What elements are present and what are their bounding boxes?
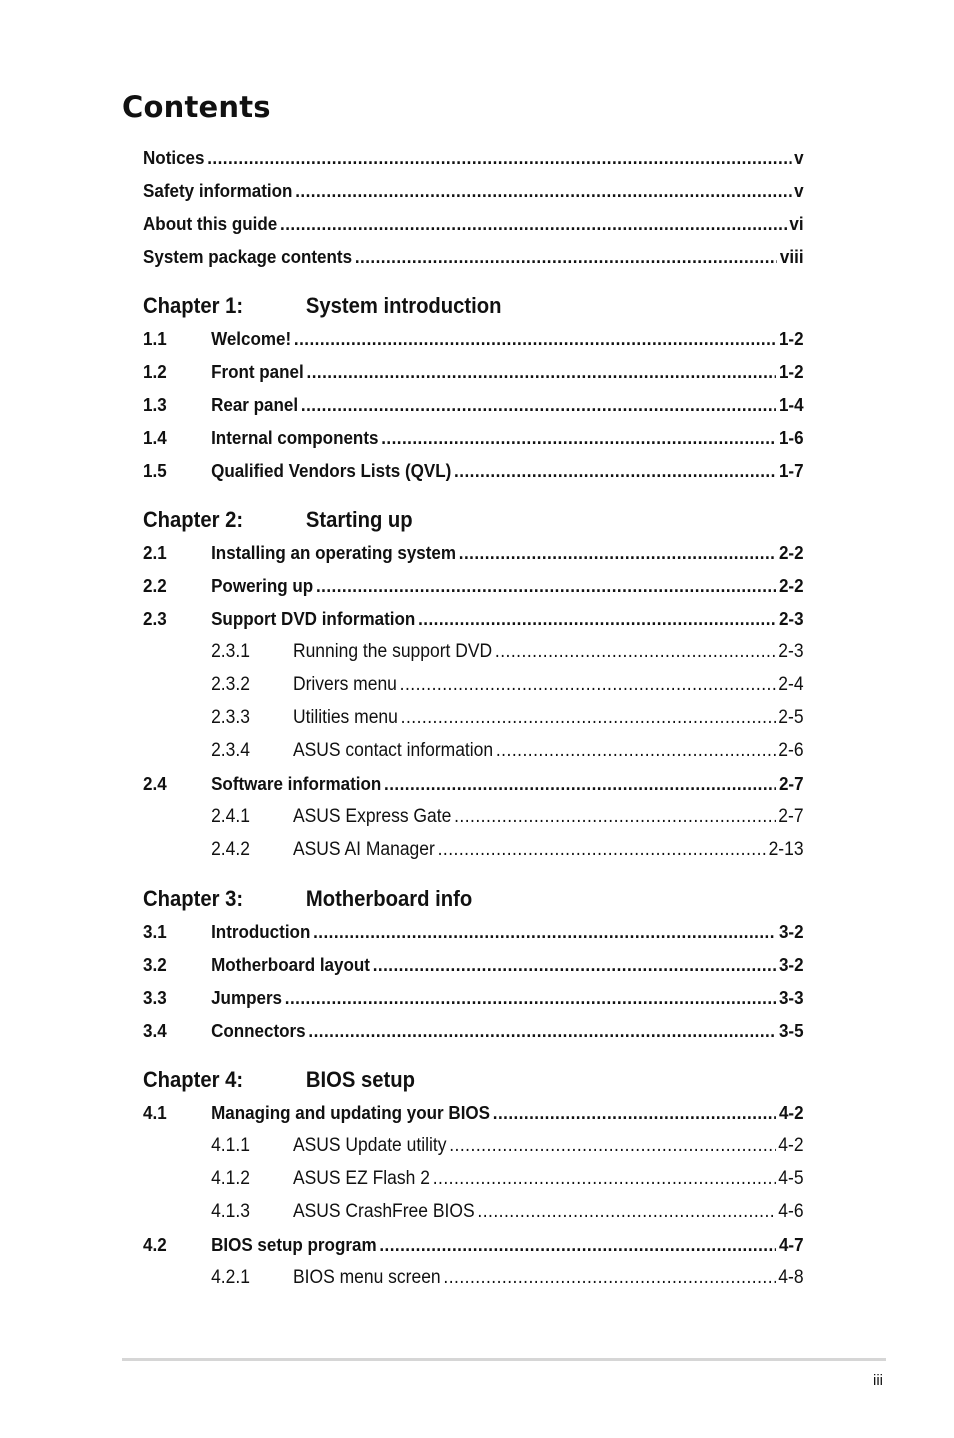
section-number: 2.3.1 [211,641,250,662]
entry-label: Internal components [211,427,379,448]
dot-leader [493,1101,776,1125]
page-reference: 2-6 [778,740,804,761]
section-number: 2.1 [143,542,167,563]
page-reference: 2-4 [778,674,804,695]
page-number: iii [873,1372,883,1389]
dot-leader [438,838,766,862]
page-reference: 2-7 [778,773,804,794]
page-reference: 2-3 [778,608,804,629]
toc-section-entry[interactable] [143,574,804,598]
section-number: 2.3.4 [211,740,250,761]
section-number: 2.3.2 [211,674,250,695]
entry-label: Jumpers [211,987,283,1008]
chapter-heading[interactable] [143,292,502,320]
toc-section-entry[interactable] [143,426,804,450]
entry-label: Introduction [211,921,311,942]
dot-leader [459,541,776,565]
section-number: 2.3.3 [211,707,250,728]
page-reference: viii [779,246,804,267]
dot-leader [384,772,776,796]
dot-leader [400,673,776,697]
page-reference: vi [789,213,804,234]
page-reference: 1-2 [778,361,804,382]
dot-leader [280,212,787,236]
toc-section-entry[interactable] [143,393,804,417]
dot-leader [373,953,776,977]
page-reference: 2-2 [778,575,804,596]
entry-label: Managing and updating your BIOS [211,1102,491,1123]
dot-leader [381,426,776,450]
page-reference: 2-5 [778,707,804,728]
entry-label: Utilities menu [292,707,398,728]
dot-leader [495,640,776,664]
page-reference: 4-5 [778,1168,804,1189]
chapter-title: Motherboard info [305,886,473,911]
page-reference: 2-2 [778,542,804,563]
entry-label: ASUS contact information [292,740,494,761]
entry-label: System package contents [143,246,353,267]
entry-label: ASUS Express Gate [292,806,452,827]
toc-subsection-entry[interactable] [143,805,804,829]
entry-label: Safety information [143,180,293,201]
dot-leader [454,459,776,483]
toc-section-entry[interactable] [143,360,804,384]
toc-subsection-entry[interactable] [143,1167,804,1191]
toc-section-entry[interactable] [143,920,804,944]
entry-label: Powering up [211,575,314,596]
toc-subsection-entry[interactable] [143,838,804,862]
toc-section-entry[interactable] [143,541,804,565]
chapter-title: System introduction [305,293,502,318]
toc-front-entry[interactable] [143,179,804,203]
page-reference: 4-7 [778,1234,804,1255]
dot-leader [316,574,776,598]
chapter-heading[interactable] [143,506,413,534]
dot-leader [433,1167,776,1191]
dot-leader [477,1200,775,1224]
section-number: 4.1.3 [211,1201,250,1222]
section-number: 4.1.1 [211,1135,250,1156]
entry-label: Motherboard layout [211,954,370,975]
toc-section-entry[interactable] [143,986,804,1010]
footer-divider [122,1358,886,1361]
section-number: 2.2 [143,575,167,596]
section-number: 2.4 [143,773,167,794]
entry-label: Support DVD information [211,608,416,629]
section-number: 3.2 [143,954,167,975]
toc-front-entry[interactable] [143,146,804,170]
page-reference: 3-2 [778,921,804,942]
toc-subsection-entry[interactable] [143,1200,804,1224]
entry-label: Notices [143,147,205,168]
dot-leader [379,1233,776,1257]
entry-label: Software information [211,773,382,794]
chapter-title: Starting up [305,507,413,532]
entry-label: ASUS AI Manager [292,839,435,860]
dot-leader [418,607,776,631]
section-number: 4.1.2 [211,1168,250,1189]
toc-subsection-entry[interactable] [143,739,804,763]
section-number: 1.1 [143,328,167,349]
toc-section-entry[interactable] [143,1019,804,1043]
entry-label: ASUS EZ Flash 2 [292,1168,430,1189]
section-number: 2.3 [143,608,167,629]
dot-leader [449,1134,775,1158]
toc-section-entry[interactable] [143,1101,804,1125]
page-reference: 4-6 [778,1201,804,1222]
section-number: 4.1 [143,1102,167,1123]
section-number: 3.4 [143,1020,167,1041]
toc-subsection-entry[interactable] [143,706,804,730]
entry-label: ASUS CrashFree BIOS [292,1201,475,1222]
section-number: 2.4.2 [211,839,250,860]
section-number: 4.2 [143,1234,167,1255]
entry-label: About this guide [143,213,278,234]
page-reference: 3-5 [778,1020,804,1041]
toc-section-entry[interactable] [143,607,804,631]
dot-leader [295,179,791,203]
page-reference: 4-8 [778,1267,804,1288]
toc-subsection-entry[interactable] [143,640,804,664]
entry-label: Running the support DVD [292,641,493,662]
page-reference: 2-13 [768,839,804,860]
section-number: 1.2 [143,361,167,382]
page-reference: v [794,147,804,168]
dot-leader [294,327,776,351]
dot-leader [307,360,777,384]
toc-front-entry[interactable] [143,245,804,269]
dot-leader [454,805,775,829]
chapter-number: Chapter 2: [143,507,244,532]
dot-leader [496,739,776,763]
toc-subsection-entry[interactable] [143,1134,804,1158]
toc-section-entry[interactable] [143,459,804,483]
dot-leader [355,245,777,269]
chapter-heading[interactable] [143,885,472,913]
entry-label: Installing an operating system [211,542,457,563]
toc-subsection-entry[interactable] [143,1266,804,1290]
toc-front-entry[interactable] [143,212,804,236]
dot-leader [401,706,776,730]
dot-leader [308,1019,776,1043]
page-reference: 4-2 [778,1102,804,1123]
toc-section-entry[interactable] [143,772,804,796]
page-reference: 1-6 [778,427,804,448]
chapter-title: BIOS setup [305,1067,415,1092]
page-reference: 2-3 [778,641,804,662]
section-number: 1.5 [143,460,167,481]
page-reference: 2-7 [778,806,804,827]
section-number: 1.3 [143,394,167,415]
section-number: 1.4 [143,427,167,448]
dot-leader [443,1266,775,1290]
entry-label: BIOS menu screen [292,1267,441,1288]
chapter-number: Chapter 3: [143,886,244,911]
chapter-number: Chapter 4: [143,1067,244,1092]
chapter-number: Chapter 1: [143,293,244,318]
dot-leader [285,986,776,1010]
dot-leader [313,920,776,944]
page-reference: v [794,180,804,201]
dot-leader [301,393,776,417]
dot-leader [207,146,791,170]
page-reference: 3-2 [778,954,804,975]
entry-label: Rear panel [211,394,299,415]
section-number: 3.3 [143,987,167,1008]
entry-label: ASUS Update utility [292,1135,447,1156]
page-reference: 4-2 [778,1135,804,1156]
toc-section-entry[interactable] [143,327,804,351]
entry-label: Connectors [211,1020,306,1041]
page-title: Contents [122,90,271,124]
toc-section-entry[interactable] [143,953,804,977]
chapter-heading[interactable] [143,1066,415,1094]
entry-label: Qualified Vendors Lists (QVL) [211,460,452,481]
entry-label: BIOS setup program [211,1234,377,1255]
entry-label: Welcome! [211,328,292,349]
page-reference: 1-2 [778,328,804,349]
section-number: 3.1 [143,921,167,942]
toc-section-entry[interactable] [143,1233,804,1257]
section-number: 4.2.1 [211,1267,250,1288]
toc-subsection-entry[interactable] [143,673,804,697]
page-reference: 1-7 [778,460,804,481]
page-reference: 3-3 [778,987,804,1008]
section-number: 2.4.1 [211,806,250,827]
page-reference: 1-4 [778,394,804,415]
entry-label: Front panel [211,361,304,382]
entry-label: Drivers menu [292,674,397,695]
